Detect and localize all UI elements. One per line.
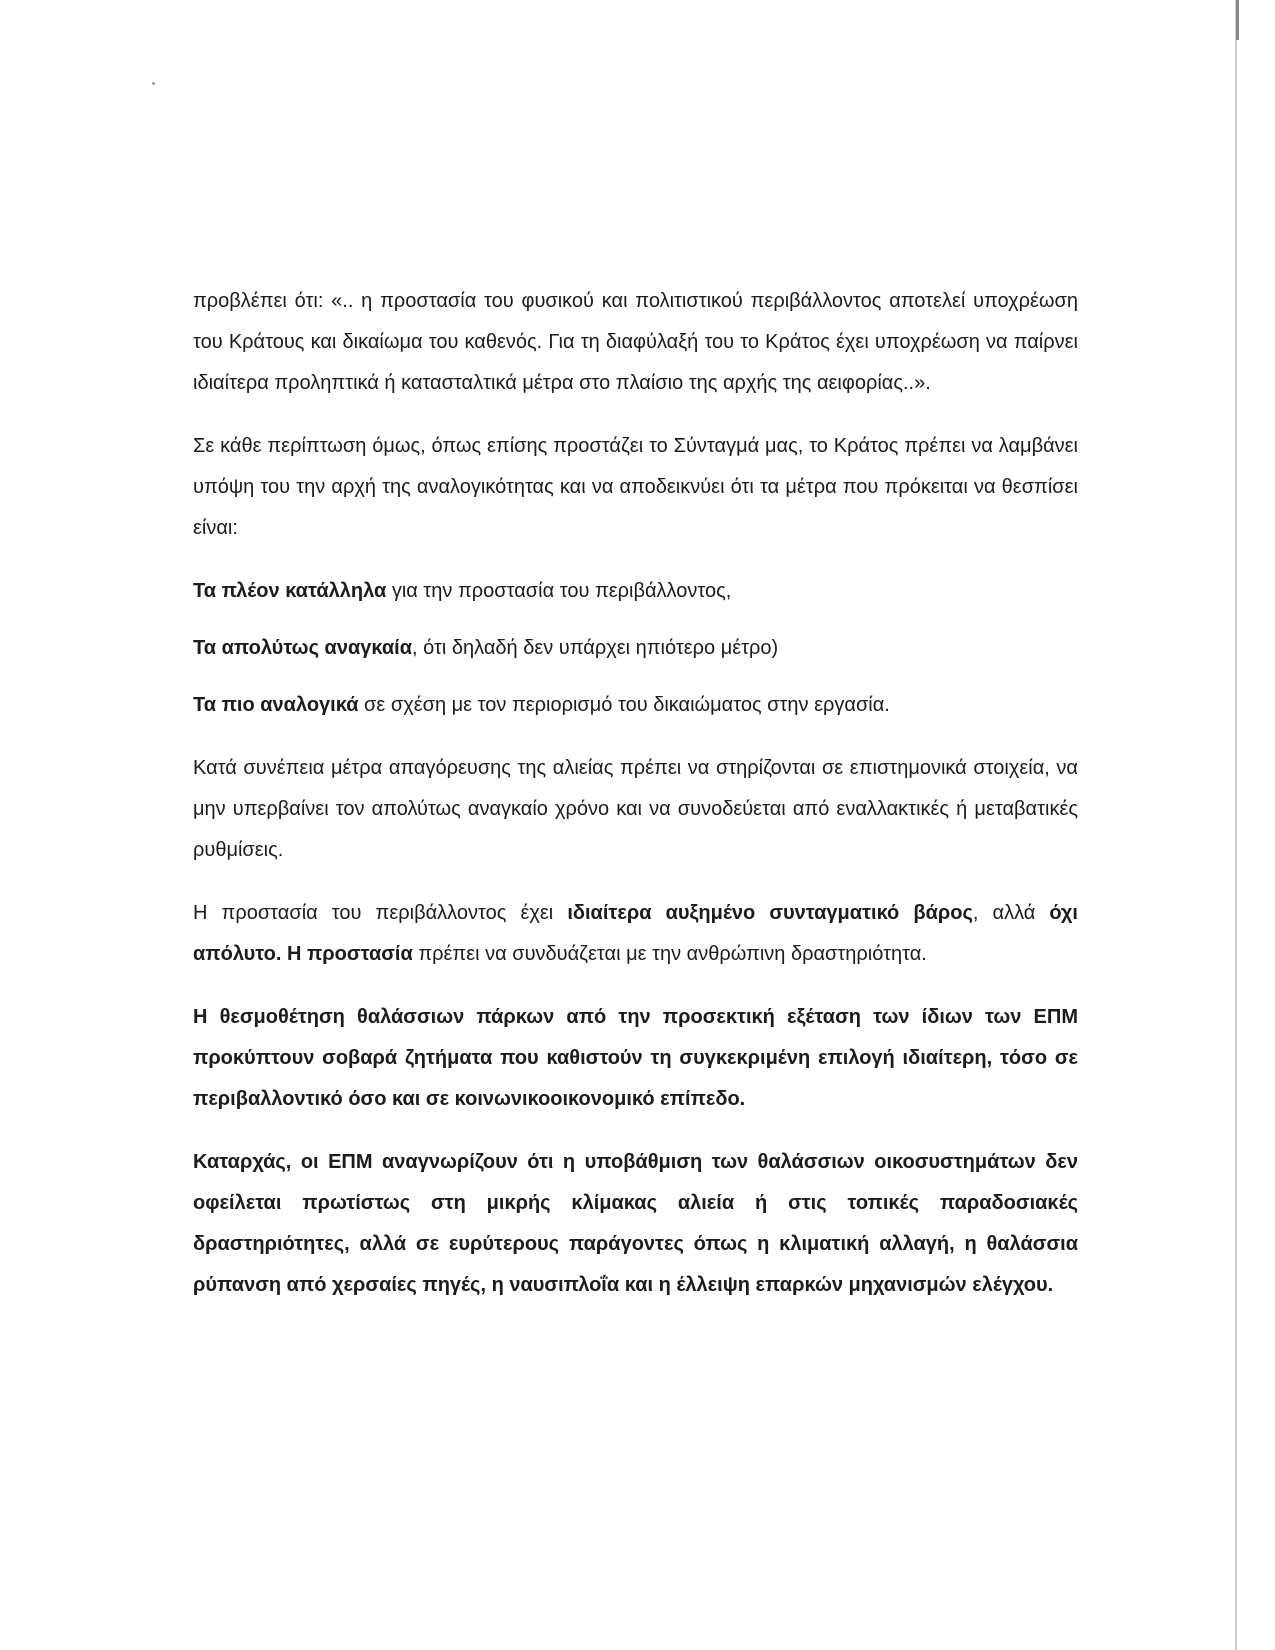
paragraph-ecosystem-degradation: Καταρχάς, οι ΕΠΜ αναγνωρίζουν ότι η υποβάθμιση των θαλάσσιων οικοσυστημάτων δεν οφείλεται πρωτίστως στη μικρής κλίμακας αλιεία ή στις τοπικές παραδοσιακές δραστηριότητες, αλλά σε ευρύτερους παράγοντες όπως η κλιματική αλλαγή, η θαλάσσια ρύπανση από χερσαίες πηγές, η ναυσιπλοΐα και η έλλειψη επαρκών μηχανισμών ελέγχου. (193, 1151, 1078, 1296)
criterion-proportionate (193, 685, 1078, 726)
env-weight-part-e: πρέπει να συνδυάζεται με την ανθρώπινη δραστηριότητα. (412, 943, 927, 965)
paragraph-constitution-quote: προβλέπει ότι: «.. η προστασία του φυσικού και πολιτιστικού περιβάλλοντος αποτελεί υποχρέωση του Κράτους και δικαίωμα του καθενός. Για τη διαφύλαξή του το Κράτος έχει υποχρέωση να παίρνει ιδιαίτερα προληπτικά ή κατασταλτικά μέτρα στο πλαίσιο της αρχής της αειφορίας..». (193, 290, 1078, 394)
criterion-appropriate-text: για την προστασία του περιβάλλοντος, (386, 580, 732, 602)
scan-edge-mark (1236, 0, 1239, 40)
paragraph-fishing-ban: Κατά συνέπεια μέτρα απαγόρευσης της αλιείας πρέπει να στηρίζονται σε επιστημονικά στοιχεία, να μην υπερβαίνει τον απολύτως αναγκαίο χρόνο και να συνοδεύεται από εναλλακτικές ή μεταβατικές ρυθμίσεις. (193, 757, 1078, 861)
env-weight-part-c: , αλλά (972, 902, 1050, 924)
document-body (193, 281, 1078, 1328)
scan-speck (152, 82, 155, 85)
paragraph-proportionality: Σε κάθε περίπτωση όμως, όπως επίσης προστάζει το Σύνταγμά μας, το Κράτος πρέπει να λαμβάνει υπόψη του την αρχή της αναλογικότητας και να αποδεικνύει ότι τα μέτρα που πρόκειται να θεσπίσει είναι: (193, 435, 1078, 539)
criterion-necessary (193, 628, 1078, 669)
env-weight-part-d: όχι απόλυτο. Η προστασία (193, 902, 1078, 965)
env-weight-part-a: Η προστασία του περιβάλλοντος έχει (193, 902, 568, 924)
criterion-necessary-text: , ότι δηλαδή δεν υπάρχει ηπιότερο μέτρο) (412, 637, 779, 659)
criterion-proportionate-bold: Τα πιο αναλογικά (193, 694, 359, 716)
paragraph-environment-weight (193, 893, 1078, 975)
paragraph-marine-parks: Η θεσμοθέτηση θαλάσσιων πάρκων από την προσεκτική εξέταση των ίδιων των ΕΠΜ προκύπτουν σοβαρά ζητήματα που καθιστούν τη συγκεκριμένη επιλογή ιδιαίτερη, τόσο σε περιβαλλοντικό όσο και σε κοινωνικοοικονομικό επίπεδο. (193, 1006, 1078, 1110)
criterion-necessary-bold: Τα απολύτως αναγκαία (193, 637, 413, 659)
criterion-proportionate-text: σε σχέση με τον περιορισμό του δικαιώματος στην εργασία. (358, 694, 890, 716)
criterion-appropriate (193, 571, 1078, 612)
env-weight-part-b: ιδιαίτερα αυξημένο συνταγματικό βάρος (567, 902, 973, 924)
scan-edge-line (1235, 0, 1237, 1650)
criterion-appropriate-bold: Τα πλέον κατάλληλα (193, 580, 387, 602)
